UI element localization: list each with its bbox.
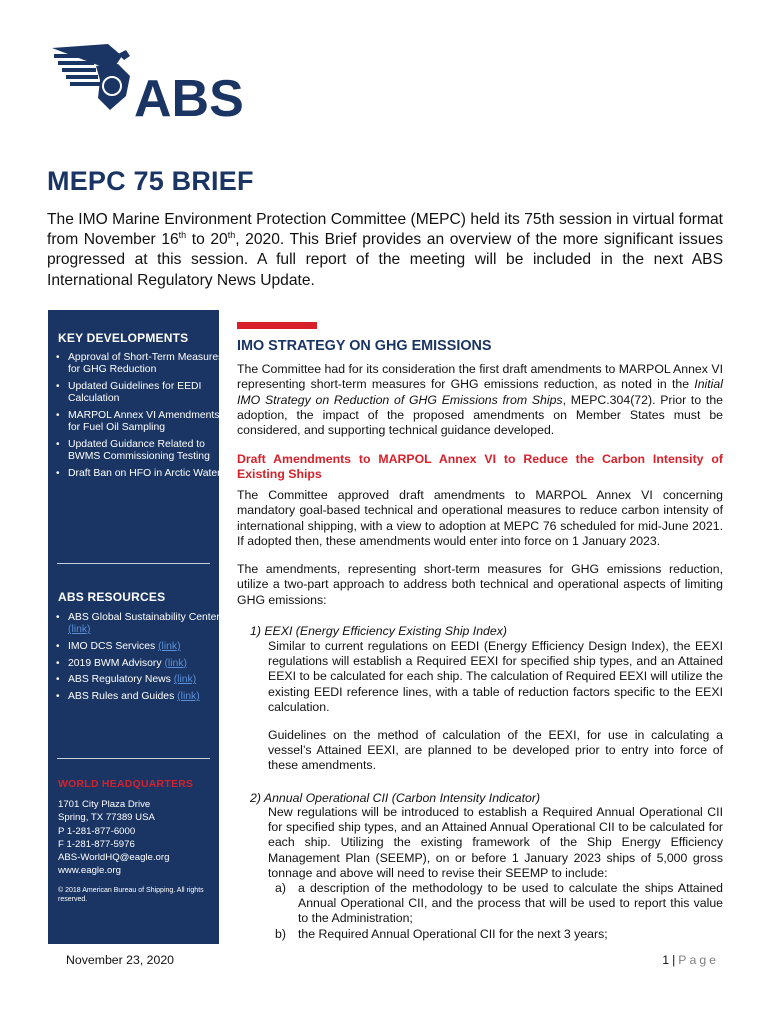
list-item: • MARPOL Annex VI Amendments for Fuel Oil Sampling	[68, 410, 230, 434]
list-item: • Updated Guidance Related to BWMS Commissioning Testing	[68, 439, 230, 463]
document-title: MEPC 75 BRIEF	[47, 166, 254, 196]
fax-line: F 1-281-877-5976	[58, 838, 135, 850]
phone-line: P 1-281-877-6000	[58, 825, 136, 837]
footer-date: November 23, 2020	[66, 953, 175, 967]
email-line[interactable]: ABS-WorldHQ@eagle.org	[58, 852, 170, 864]
resources-list	[48, 612, 230, 708]
body-paragraph: The amendments, representing short-term measures for GHG emissions reduction, utilize a two-part approach to address both technical and operational aspects of limiting GHG emissions:	[237, 562, 723, 607]
list-item: • Updated Guidelines for EEDI Calculation	[68, 381, 230, 405]
resource-item: • ABS Rules and Guides (link)	[68, 691, 230, 703]
list-item: a) a description of the methodology to be used to calculate the ships Attained Annual Operational CII, and the process that will be used to report this value to the Administration;	[275, 881, 723, 926]
page-number: 1 | Page	[662, 953, 719, 967]
world-headquarters-title: WORLD HEADQUARTERS	[58, 779, 194, 790]
list-item: • Draft Ban on HFO in Arctic Waters	[68, 468, 230, 480]
intro-paragraph: The IMO Marine Environment Protection Committee (MEPC) held its 75th session in virtual format from November 16th to 20th, 2020. This Brief provides an overview of the more significant issues progressed at this session. A full report of the meeting will be included in the next ABS International Regulatory News Update.	[47, 211, 723, 289]
eexi-paragraph: Similar to current regulations on EEDI (Energy Efficiency Design Index), the EEXI regulations will establish a Required EEXI for specified ship types, and an Attained EEXI to be calculated for each ship. The calculation of Required EEXI will utilize the existing EEDI reference lines, with a table of reduction factors specific to the EEXI calculation.	[268, 639, 724, 714]
key-developments-list	[48, 352, 230, 484]
cii-item-title: 2) Annual Operational CII (Carbon Intensity Indicator)	[250, 791, 541, 805]
svg-text:ABS: ABS	[134, 70, 244, 120]
eagle-emblem-icon	[52, 44, 130, 110]
resource-item: • ABS Regulatory News (link)	[68, 674, 230, 686]
resource-item: • 2019 BWM Advisory (link)	[68, 658, 230, 670]
website-line[interactable]: www.eagle.org	[58, 865, 121, 877]
cii-sub-list	[268, 881, 723, 942]
abs-logo	[48, 40, 258, 120]
resource-link[interactable]: (link)	[173, 674, 197, 686]
resource-link[interactable]: (link)	[164, 657, 187, 669]
abs-resources-title: ABS RESOURCES	[58, 590, 166, 604]
eexi-item-title: 1) EEXI (Energy Efficiency Existing Ship Index)	[250, 624, 507, 638]
hq-address	[58, 798, 218, 878]
list-item: • Approval of Short-Term Measures for GHG Reduction	[68, 352, 230, 376]
body-paragraph: The Committee approved draft amendments to MARPOL Annex VI concerning mandatory goal-based technical and operational measures to reduce carbon intensity of international shipping, with a view to adoption at MEPC 76 scheduled for mid-June 2021. If adopted then, these amendments would enter into force on 1 January 2023.	[237, 488, 723, 548]
sidebar-panel	[48, 310, 226, 944]
list-item: b) the Required Annual Operational CII for the next 3 years;	[275, 926, 608, 941]
sub-heading: Draft Amendments to MARPOL Annex VI to Reduce the Carbon Intensity of Existing Ships	[237, 452, 723, 481]
address-line: 1701 City Plaza Drive	[58, 799, 151, 810]
list-marker: a)	[275, 881, 286, 895]
resource-item: • IMO DCS Services (link)	[68, 641, 230, 653]
divider	[57, 758, 210, 759]
section-accent-bar	[237, 322, 317, 329]
eexi-guidelines-paragraph: Guidelines on the method of calculation of the EEXI, for use in calculating a vessel’s Attained EEXI, are planned to be developed prior to entry into force of these amendments.	[268, 728, 723, 773]
resource-link[interactable]: (link)	[177, 691, 200, 703]
address-line: Spring, TX 77389 USA	[58, 812, 155, 824]
body-paragraph: The Committee had for its consideration the first draft amendments to MARPOL Annex VI representing short-term measures for GHG emissions reduction, as noted in the Initial IMO Strategy on Reduction of GHG Emissions from Ships, MEPC.304(72). Prior to the adoption, the impact of the proposed amendments on Member States must be considered, and supporting technical guidance developed.	[237, 362, 723, 438]
list-marker: b)	[275, 926, 286, 941]
section-heading: IMO STRATEGY ON GHG EMISSIONS	[237, 338, 492, 354]
cii-paragraph: New regulations will be introduced to establish a Required Annual Operational CII for specified ship types, and an Attained Annual Operational CII to be calculated for each ship. Utilizing the existing framework of the Ship Energy Efficiency Management Plan (SEEMP), on or before 1 January 2023 ships of 5,000 gross tonnage and above will need to revise their SEEMP to include:	[268, 805, 723, 880]
key-developments-title: KEY DEVELOPMENTS	[58, 331, 189, 345]
copyright-notice: © 2018 American Bureau of Shipping. All rights reserved.	[58, 887, 204, 903]
resource-link[interactable]: (link)	[68, 624, 91, 636]
divider	[57, 563, 210, 564]
resource-link[interactable]: (link)	[158, 640, 181, 652]
resource-item: • ABS Global Sustainability Center (link)	[68, 612, 230, 636]
